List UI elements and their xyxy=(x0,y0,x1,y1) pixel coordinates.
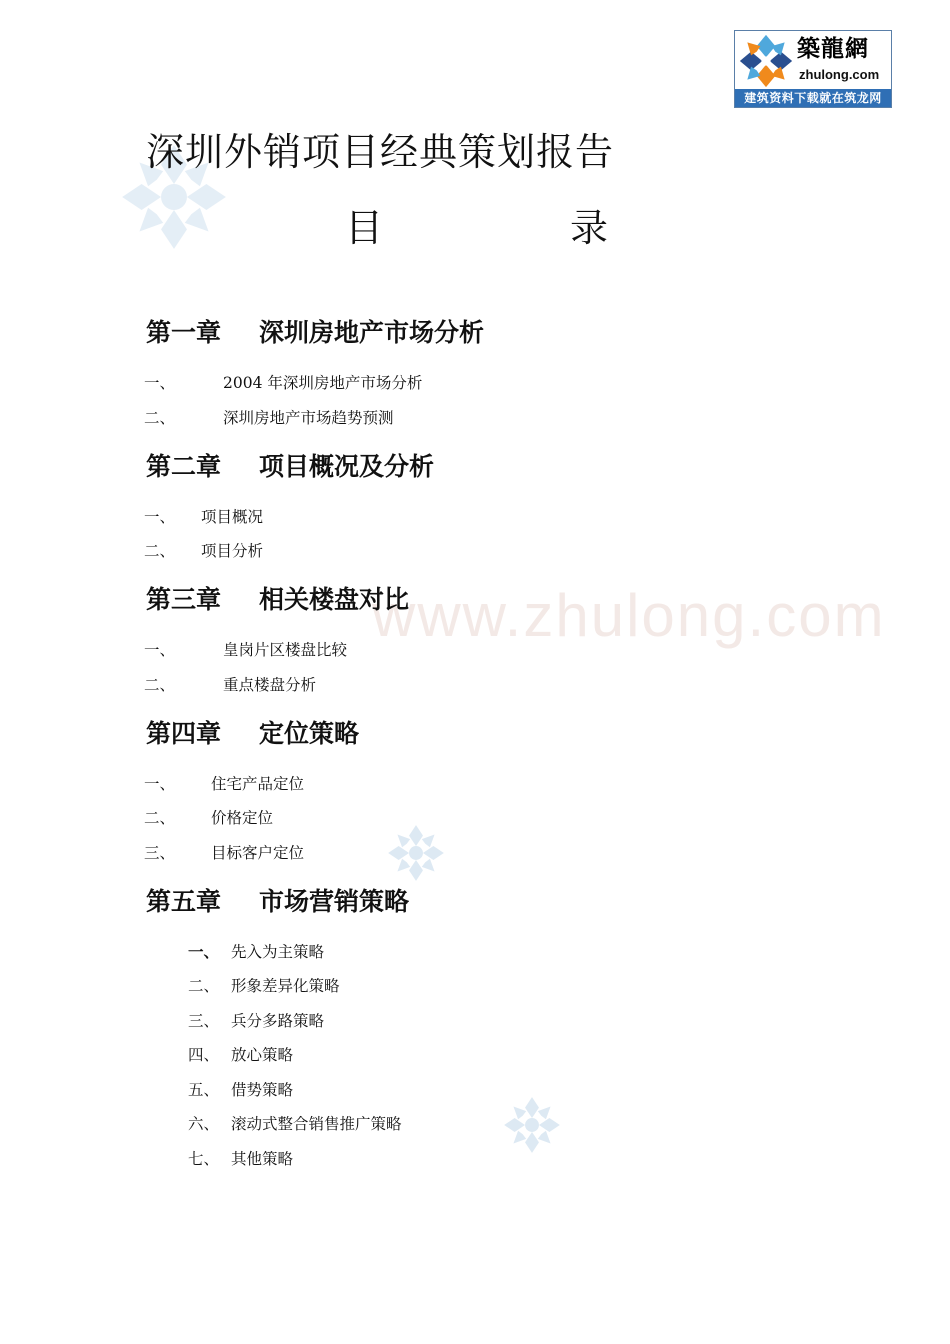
toc-item-number: 一、 xyxy=(144,508,176,526)
zhulong-emblem-icon xyxy=(737,33,795,89)
toc-item-text: 借势策略 xyxy=(231,1081,294,1099)
toc-item-text: 住宅产品定位 xyxy=(211,775,305,793)
toc-item-text: 形象差异化策略 xyxy=(231,977,340,995)
snowflake-watermark-icon xyxy=(502,1096,562,1154)
toc-item-number: 四、 xyxy=(188,1046,220,1064)
chapter-number: 第五章 xyxy=(146,887,222,916)
toc-item-number: 二、 xyxy=(188,977,220,995)
toc-item-number: 二、 xyxy=(144,409,176,427)
toc-item-text: 项目概况 xyxy=(201,508,264,526)
toc-item-number: 一、 xyxy=(144,775,176,793)
toc-item-number: 六、 xyxy=(188,1115,220,1133)
chapter-title: 项目概况及分析 xyxy=(259,452,435,481)
toc-item-number: 一、 xyxy=(188,942,220,961)
toc-item-text: 放心策略 xyxy=(231,1046,294,1064)
toc-item-number: 一、 xyxy=(144,641,176,659)
toc-item-text: 项目分析 xyxy=(201,542,264,560)
toc-item-number: 三、 xyxy=(188,1012,220,1030)
toc-item-text: 深圳房地产市场趋势预测 xyxy=(223,409,394,427)
chapter-number: 第一章 xyxy=(146,318,222,347)
toc-item-text: 重点楼盘分析 xyxy=(223,676,317,694)
toc-item-text: 目标客户定位 xyxy=(211,844,305,862)
watermark-text: www.zhulong.com xyxy=(372,582,886,649)
toc-item-number: 一、 xyxy=(144,374,176,392)
logo-name: 築龍網 xyxy=(797,35,869,62)
logo-url: zhulong.com xyxy=(799,67,880,82)
toc-item-text: 其他策略 xyxy=(231,1150,294,1168)
chapter-number: 第三章 xyxy=(146,585,222,614)
toc-item-text: 滚动式整合销售推广策略 xyxy=(231,1115,402,1133)
chapter-title: 市场营销策略 xyxy=(259,887,410,916)
toc-item-number: 二、 xyxy=(144,542,176,560)
zhulong-logo[interactable] xyxy=(734,30,892,108)
toc-item-number: 五、 xyxy=(188,1081,220,1099)
toc-item-text: 2004 年深圳房地产市场分析 xyxy=(223,374,423,392)
toc-item-number: 二、 xyxy=(144,809,176,827)
logo-banner: 建筑资料下载就在筑龙网 xyxy=(735,89,891,107)
toc-item-number: 二、 xyxy=(144,676,176,694)
toc-item-number: 七、 xyxy=(188,1150,220,1168)
snowflake-watermark-icon xyxy=(386,824,446,882)
chapter-title: 定位策略 xyxy=(259,719,360,748)
chapter-title: 相关楼盘对比 xyxy=(259,585,410,614)
chapter-number: 第二章 xyxy=(146,452,222,481)
toc-item-number: 三、 xyxy=(144,844,176,862)
toc-item-text: 先入为主策略 xyxy=(231,943,325,961)
chapter-title: 深圳房地产市场分析 xyxy=(259,318,485,347)
toc-item-text: 价格定位 xyxy=(211,809,274,827)
document-title: 深圳外销项目经典策划报告 xyxy=(146,130,615,174)
toc-item-text: 皇岗片区楼盘比较 xyxy=(223,641,348,659)
chapter-number: 第四章 xyxy=(146,719,222,748)
toc-heading-char-1: 目 xyxy=(345,206,384,250)
toc-item-text: 兵分多路策略 xyxy=(231,1012,325,1030)
toc-heading-char-2: 录 xyxy=(570,206,609,250)
